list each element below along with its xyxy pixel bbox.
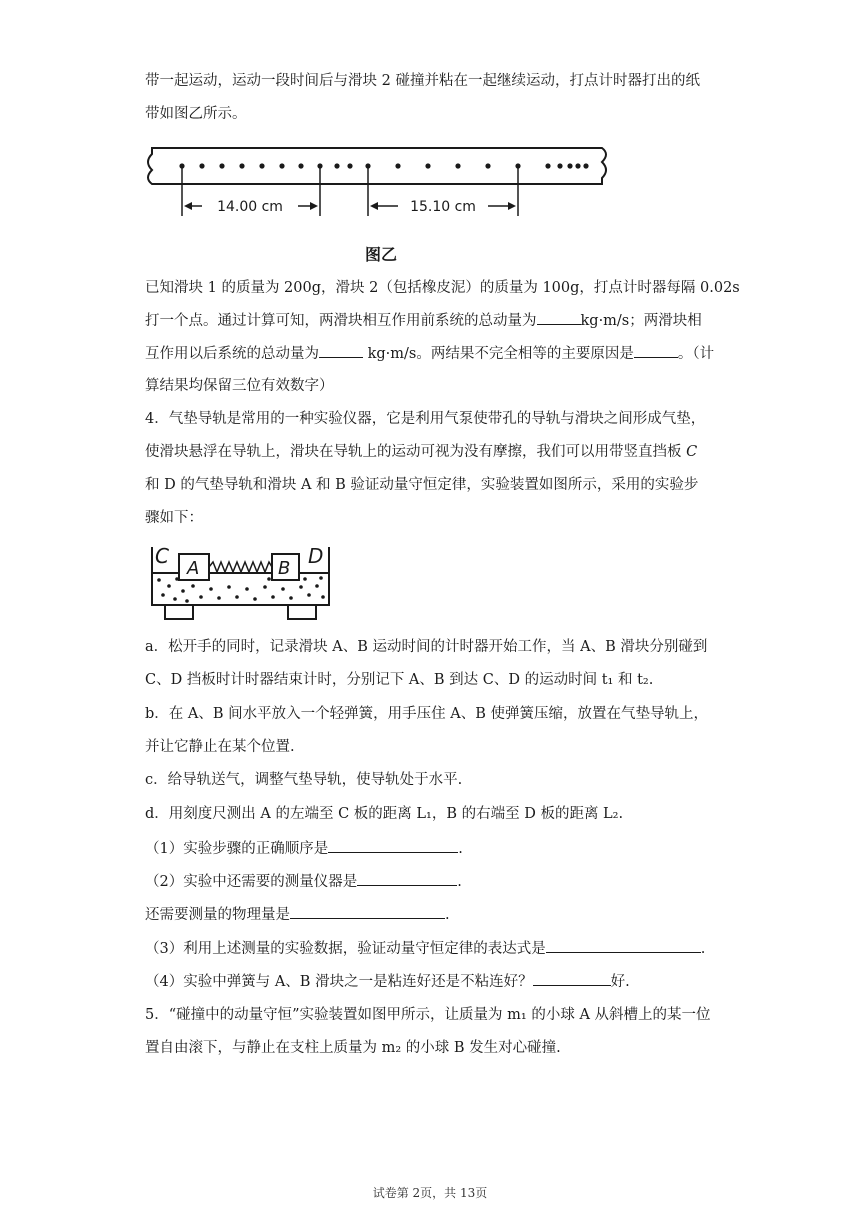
answer-blank[interactable]: [357, 871, 457, 886]
answer-blank[interactable]: [328, 838, 458, 853]
spring: [209, 562, 272, 572]
text-line: 带一起运动，运动一段时间后与滑块 2 碰撞并粘在一起继续运动，打点计时器打出的纸: [145, 73, 700, 89]
subquestion-2b: 还需要测量的物理量是 .: [145, 904, 725, 925]
step-a-line: a．松开手的同时，记录滑块 A、B 运动时间的计时器开始工作，当 A、B 滑块分别碰到: [145, 639, 708, 655]
subquestion-3: （3）利用上述测量的实验数据，验证动量守恒定律的表达式是 .: [145, 938, 725, 959]
text-line: 已知滑块 1 的质量为 200g，滑块 2（包括橡皮泥）的质量为 100g，打点计时器每隔 0.02s: [145, 280, 740, 296]
tape-label-1: 14.00 cm: [217, 199, 283, 215]
subquestion-1: （1）实验步骤的正确顺序是 .: [145, 838, 725, 859]
answer-blank[interactable]: [319, 343, 363, 358]
tape-dots: [179, 163, 588, 168]
answer-blank[interactable]: [546, 938, 701, 953]
figure-caption: 图乙: [365, 245, 398, 264]
question-5-line: 置自由滚下，与静止在支柱上质量为 m₂ 的小球 B 发生对心碰撞.: [145, 1040, 561, 1056]
ticker-tape-figure: [140, 140, 620, 220]
question-4-line: 骤如下：: [145, 510, 203, 526]
text-line: 互作用以后系统的总动量为 kg·m/s。两结果不完全相等的主要原因是 。（计: [145, 343, 725, 364]
tape-label-2: 15.10 cm: [410, 199, 476, 215]
label-c: C: [155, 544, 169, 568]
step-a-line: C、D 挡板时计时器结束计时，分别记下 A、B 到达 C、D 的运动时间 t₁ 和 t₂.: [145, 672, 654, 688]
question-4-line: 和 D 的气垫导轨和滑块 A 和 B 验证动量守恒定律，实验装置如图所示，采用的实验步: [145, 477, 699, 493]
step-d-line: d．用刻度尺测出 A 的左端至 C 板的距离 L₁，B 的右端至 D 板的距离 L₂.: [145, 806, 624, 822]
text-line: 打一个点。通过计算可知，两滑块相互作用前系统的总动量为 kg·m/s；两滑块相: [145, 310, 725, 331]
step-c-line: c．给导轨送气，调整气垫导轨，使导轨处于水平.: [145, 772, 463, 788]
air-track-figure: [145, 543, 335, 635]
text-line: 算结果均保留三位有效数字）: [145, 378, 334, 394]
answer-blank[interactable]: [537, 310, 581, 325]
question-4-line: 4．气垫导轨是常用的一种实验仪器，它是利用气泵使带孔的导轨与滑块之间形成气垫，: [145, 411, 706, 427]
label-a: A: [187, 558, 200, 579]
step-b-line: 并让它静止在某个位置.: [145, 739, 295, 755]
question-5-line: 5．“碰撞中的动量守恒”实验装置如图甲所示，让质量为 m₁ 的小球 A 从斜槽上的某一位: [145, 1007, 711, 1023]
page-footer: 试卷第 2页，共 13页: [372, 1186, 488, 1200]
subquestion-4: （4）实验中弹簧与 A、B 滑块之一是粘连好还是不粘连好？ 好.: [145, 971, 725, 992]
answer-blank[interactable]: [634, 343, 678, 358]
label-b: B: [278, 558, 291, 579]
text-line: 带如图乙所示。: [145, 106, 247, 122]
subquestion-2: （2）实验中还需要的测量仪器是 .: [145, 871, 725, 892]
label-d: D: [308, 544, 324, 568]
question-4-line: 使滑块悬浮在导轨上，滑块在导轨上的运动可视为没有摩擦，我们可以用带竖直挡板 C: [145, 444, 698, 460]
answer-blank[interactable]: [533, 971, 611, 986]
answer-blank[interactable]: [290, 904, 445, 919]
step-b-line: b．在 A、B 间水平放入一个轻弹簧，用手压住 A、B 使弹簧压缩，放置在气垫导轨上，: [145, 706, 708, 722]
